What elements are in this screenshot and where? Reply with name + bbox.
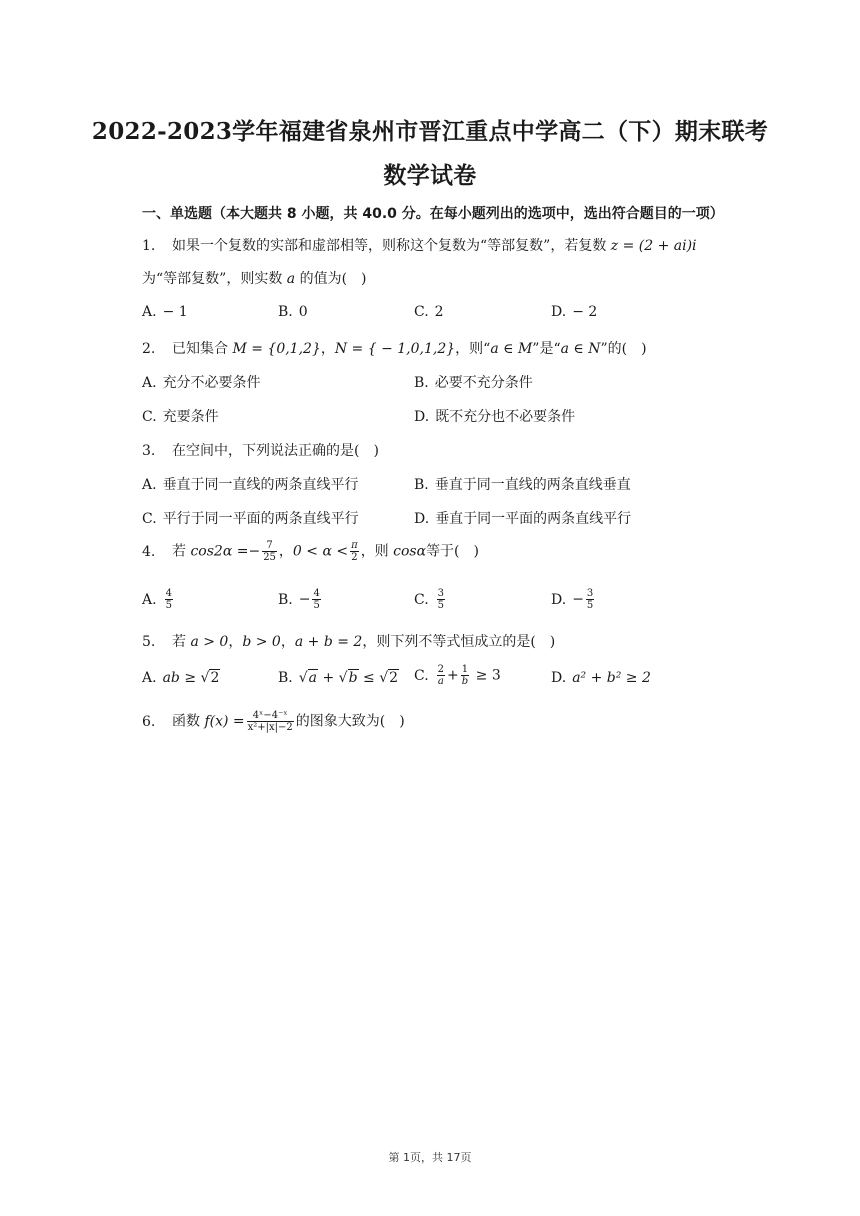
exam-title-line1: 2022-2023学年福建省泉州市晋江重点中学高二（下）期末联考 [91,118,769,145]
fraction: $\frac{7}{25}$ [263,540,276,563]
question-2-option-a: A. 充分不必要条件 [142,375,261,391]
question-5-option-a: A. ab ≥ √2 [142,670,220,686]
question-4-option-c: C. $\frac{3}{5}$ [414,588,445,611]
question-1-line1: 1. 如果一个复数的实部和虚部相等，则称这个复数为“等部复数”，若复数 z = (2 + ai)i [142,238,697,254]
question-5-option-b: B. √a + √b ≤ √2 [278,670,399,686]
math-expression: z = (2 + ai)i [610,238,697,254]
question-1-option-b: B. 0 [278,304,308,320]
question-1-line2: 为“等部复数”，则实数 a 的值为( ) [142,271,367,287]
question-3-option-c: C. 平行于同一平面的两条直线平行 [142,511,359,527]
question-4-option-d: D. − $\frac{3}{5}$ [551,588,594,611]
question-3-option-b: B. 垂直于同一直线的两条直线垂直 [414,477,631,493]
question-6-line1: 6. 函数 f(x) = $\frac{\text{4ˣ−4⁻ˣ}}{\text{x²+|x|−2}}$ 的图象大致为( ) [142,710,405,733]
question-number: 1. [142,238,156,254]
question-2-option-c: C. 充要条件 [142,409,219,425]
page-footer: 第 1页，共 17页 [388,1151,472,1164]
question-4-line1: 4. 若 cos2α =− $\frac{7}{25}$ ，0 < α < $\frac{\pi}{2}$ ，则 cosα等于( ) [142,540,479,563]
question-1-option-d: D. − 2 [551,304,598,320]
question-3-line1: 3. 在空间中，下列说法正确的是( ) [142,443,379,459]
fraction: $\frac{\pi}{2}$ [351,540,358,563]
question-2-option-b: B. 必要不充分条件 [414,375,533,391]
question-5-option-c: C. $\frac{2}{a}$ + $\frac{1}{b}$ ≥ 3 [414,664,501,687]
question-2-line1: 2. 已知集合 M = {0,1,2}，N = { − 1,0,1,2}，则“a ∈ M”是“a ∈ N”的( ) [142,341,647,357]
question-3-option-d: D. 垂直于同一平面的两条直线平行 [414,511,632,527]
question-5-line1: 5. 若 a > 0，b > 0，a + b = 2，则下列不等式恒成立的是( ) [142,634,556,650]
question-4-option-a: A. $\frac{4}{5}$ [142,588,172,611]
section-header: 一、单选题（本大题共 8 小题，共 40.0 分。在每小题列出的选项中，选出符合题目的一项） [142,206,724,222]
question-4-option-b: B. − $\frac{4}{5}$ [278,588,320,611]
question-1-option-c: C. 2 [414,304,444,320]
question-5-option-d: D. a² + b² ≥ 2 [551,670,651,686]
question-1-option-a: A. − 1 [142,304,188,320]
question-2-option-d: D. 既不充分也不必要条件 [414,409,576,425]
question-3-option-a: A. 垂直于同一直线的两条直线平行 [142,477,359,493]
fraction: $\frac{\text{4ˣ−4⁻ˣ}}{\text{x²+|x|−2}}$ [247,710,293,733]
exam-title-line2: 数学试卷 [383,162,477,189]
